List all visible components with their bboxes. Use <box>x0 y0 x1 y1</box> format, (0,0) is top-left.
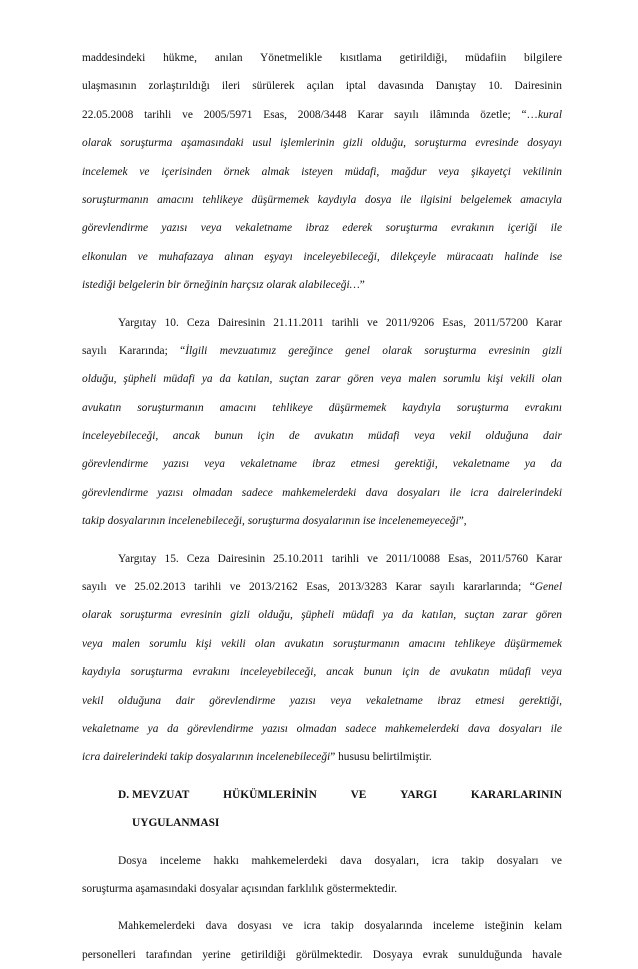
line-italic-text: vekaletname ya da görevlendirme yazısı olmadan sadece mahkemelerdeki dava dosyaları ile <box>82 722 562 735</box>
line-italic-text: Genel <box>534 581 562 594</box>
text-line <box>82 309 562 337</box>
line-italic-text: avukatın soruşturmanın amacını tehlikeye düşürmemek kaydıyla soruşturma evrakını <box>82 401 562 414</box>
text-line <box>82 715 562 743</box>
text-line <box>82 941 562 969</box>
text-line <box>82 271 562 299</box>
paragraph-4 <box>82 847 562 904</box>
heading-words <box>132 781 562 809</box>
text-line <box>82 601 562 629</box>
heading-word: KARARLARININ <box>470 788 562 801</box>
line-text: Dosya inceleme hakkı mahkemelerdeki dava dosyaları, icra takip dosyaları ve <box>118 854 562 867</box>
text-line <box>82 101 562 129</box>
heading-word: YARGI <box>400 788 438 801</box>
text-line <box>82 337 562 365</box>
heading-word: VE <box>350 788 367 801</box>
text-line <box>82 687 562 715</box>
line-italic-text: görevlendirme yazısı olmadan sadece mahkemelerdeki dava dosyaları ile icra dairelerindeki <box>82 486 562 499</box>
line-text-tail: ” hususu belirtilmiştir. <box>330 751 432 764</box>
line-text: Mahkemelerdeki dava dosyası ve icra takip dosyalarında inceleme isteğinin kelam <box>118 920 562 933</box>
text-line <box>82 507 562 535</box>
line-italic-text: olarak soruşturma aşamasındaki usul işlemlerinin gizli olduğu, soruşturma evresinde dosyayı <box>82 137 562 150</box>
paragraph-3 <box>82 545 562 772</box>
line-italic-text: görevlendirme yazısı veya vekaletname ibraz ederek soruşturma evrakının içeriği ile <box>82 222 562 235</box>
line-italic-text: olduğu, şüpheli müdafi ya da katılan, suçtan zarar gören veya malen sorumlu kişi vekili olan <box>82 373 562 386</box>
text-line <box>82 479 562 507</box>
line-italic-text: kural <box>537 108 562 121</box>
text-line <box>82 743 562 771</box>
line-italic-text: icra dairelerindeki takip dosyalarının incelenebileceği <box>82 751 331 764</box>
text-line <box>82 573 562 601</box>
line-text: sayılı Kararında; “ <box>82 344 186 357</box>
line-text-tail: ” <box>359 279 365 292</box>
line-italic-text: incelemek ve içerisinden örnek almak isteyen müdafi, mağdur veya şikayetçi vekilinin <box>82 165 562 178</box>
text-line <box>82 243 562 271</box>
text-line <box>82 450 562 478</box>
line-italic-text: istediği belgelerin bir örneğinin harçsız olarak alabileceği… <box>82 279 360 292</box>
line-text: Yargıtay 15. Ceza Dairesinin 25.10.2011 tarihli ve 2011/10088 Esas, 2011/5760 Karar <box>118 552 562 565</box>
text-line <box>82 630 562 658</box>
text-line <box>82 129 562 157</box>
text-line <box>82 658 562 686</box>
line-text: ulaşmasının zorlaştırıldığı ileri sürülerek açılan iptal davasında Danıştay 10. Dairesinin <box>82 80 562 93</box>
line-italic-text: elkonulan ve muhafazaya alınan eşyayı inceleyebileceği, dilekçeyle müracaatı halinde ise <box>82 250 562 263</box>
line-italic-text: olarak soruşturma evresinin gizli olduğu, şüpheli müdafi ya da katılan, suçtan zarar gören <box>82 609 562 622</box>
line-italic-text: görevlendirme yazısı veya vekaletname ibraz etmesi gerektiği, vekaletname ya da <box>82 458 562 471</box>
line-text: 22.05.2008 tarihli ve 2005/5971 Esas, 2008/3448 Karar sayılı ilâmında özetle; “… <box>82 108 538 121</box>
line-italic-text: takip dosyalarının incelenebileceği, soruşturma dosyalarının ise incelenemeyeceği <box>82 515 459 528</box>
line-text: soruşturma aşamasındaki dosyalar açısından farklılık göstermektedir. <box>82 882 398 895</box>
text-line <box>82 422 562 450</box>
line-text-tail: ”, <box>458 515 467 528</box>
heading-word: MEVZUAT <box>132 788 190 801</box>
text-line <box>82 912 562 940</box>
text-line <box>82 365 562 393</box>
text-line <box>82 875 562 903</box>
document-page <box>82 44 562 969</box>
text-line <box>82 394 562 422</box>
line-italic-text: veya malen sorumlu kişi vekili olan avukatın soruşturmanın amacını tehlikeye düşürmemek <box>82 637 562 650</box>
text-line <box>82 847 562 875</box>
line-italic-text: kaydıyla soruşturma evrakını inceleyebileceği, ancak bunun için de avukatın müdafi veya <box>82 666 562 679</box>
line-text: maddesindeki hükme, anılan Yönetmelikle kısıtlama getirildiği, müdafiin bilgilere <box>82 52 562 64</box>
text-line <box>82 214 562 242</box>
line-text: Yargıtay 10. Ceza Dairesinin 21.11.2011 tarihli ve 2011/9206 Esas, 2011/57200 Karar <box>118 316 562 329</box>
heading-word: HÜKÜMLERİNİN <box>223 788 317 801</box>
paragraph-1 <box>82 44 562 300</box>
line-italic-text: soruşturmanın amacını tehlikeye düşürmemek kaydıyla dosya ile ilgisini belgelemek amacıyla <box>82 193 562 206</box>
text-line <box>82 545 562 573</box>
section-heading <box>82 781 562 838</box>
text-line <box>82 72 562 100</box>
line-italic-text: İlgili mevzuatımız gereğince genel olarak soruşturma evresinin gizli <box>185 344 562 357</box>
paragraph-5 <box>82 912 562 969</box>
paragraph-2 <box>82 309 562 536</box>
line-italic-text: inceleyebileceği, ancak bunun için de avukatın müdafi veya vekil olduğuna dair <box>82 430 562 443</box>
line-text: personelleri tarafından yerine getirildiği görülmektedir. Dosyaya evrak sunulduğunda havale <box>82 948 562 961</box>
text-line <box>82 44 562 72</box>
text-line <box>82 186 562 214</box>
heading-second-line: UYGULANMASI <box>132 817 220 830</box>
line-italic-text: vekil olduğuna dair görevlendirme yazısı veya vekaletname ibraz etmesi gerektiği, <box>82 694 562 707</box>
text-line <box>82 158 562 186</box>
heading-number: D. <box>118 788 130 801</box>
line-text: sayılı ve 25.02.2013 tarihli ve 2013/2162 Esas, 2013/3283 Karar sayılı kararlarında; “ <box>82 581 535 594</box>
